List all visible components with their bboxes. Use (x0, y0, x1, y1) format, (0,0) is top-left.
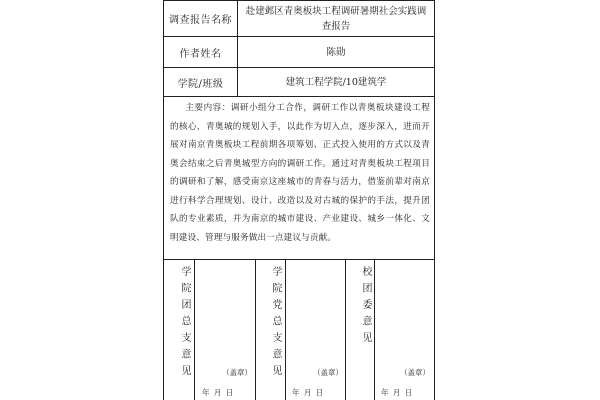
author-row (164, 37, 434, 68)
college-league-seal: （盖章） (222, 368, 252, 377)
college-party-opinion-label: 学院党总支意见 (270, 266, 281, 382)
college-party-seal: （盖章） (313, 368, 343, 377)
opinion-divider (374, 260, 375, 400)
opinion-divider (194, 260, 195, 400)
college-league-opinion-label: 学院团总支意见 (179, 266, 190, 382)
report-form-table (163, 0, 435, 400)
college-row (164, 68, 434, 97)
report-name-row (164, 1, 434, 37)
college-party-date: 年 月 日 (292, 388, 325, 397)
opinion-divider (285, 260, 286, 400)
author-label: 作者姓名 (164, 37, 238, 67)
report-name-label: 调查报告名称 (164, 1, 238, 36)
school-league-date: 年 月 日 (381, 388, 414, 397)
main-content-text: 主要内容：调研小组分工合作，调研工作以青奥板块建设工程的核心，青奥城的规划入手，以此作为切入点，逐步深入，进而开展对南京青奥板块工程前期各项筹划、正式投入使用的方式以及青奥会结束之后青奥城型方向的调研工作。通过对青奥板块工程项目的调研和了解，感受南京这座城市的青春与活力，借鉴前辈对南京进行科学合理规划、设计、改造以及对古城的保护的手法，提升团队的专业素质，并为南京的城市建设、产业建设、城乡一体化、文明建设、管理与服务做出一点建议与贡献。 (170, 103, 430, 243)
report-name-value: 赴建邺区青奥板块工程调研暑期社会实践调查报告 (245, 5, 427, 32)
school-league-seal: （盖章） (400, 368, 430, 377)
college-label: 学院/班级 (164, 68, 238, 96)
author-value: 陈勋 (326, 46, 346, 58)
opinion-row (164, 260, 434, 400)
school-league-opinion-label: 校团委意见 (360, 266, 371, 349)
college-value: 建筑工程学院/10建筑学 (285, 76, 387, 88)
content-row (164, 97, 434, 260)
college-league-date: 年 月 日 (202, 388, 235, 397)
